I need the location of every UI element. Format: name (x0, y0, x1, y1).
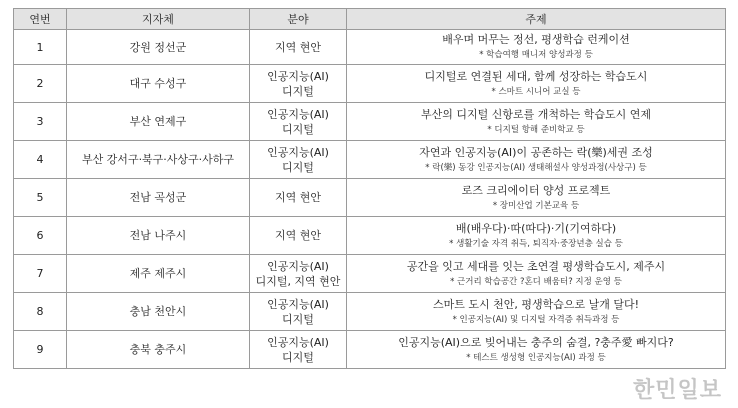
topic-note: * 스마트 시니어 교실 등 (491, 86, 581, 97)
cell-city: 부산 강서구·북구·사상구·사하구 (67, 141, 250, 179)
table-row (14, 65, 726, 103)
topic-title: 공간을 잇고 세대를 잇는 초연결 평생학습도시, 제주시 (406, 259, 666, 273)
program-table (13, 8, 726, 369)
field-line: 디지털, 지역 현안 (255, 274, 341, 288)
table-row (14, 141, 726, 179)
cell-topic (347, 179, 726, 217)
cell-city: 충북 충주시 (67, 331, 250, 369)
field-line: 디지털 (282, 312, 314, 326)
field-line: 인공지능(AI) (267, 145, 329, 159)
topic-title: 부산의 디지털 신항로를 개척하는 학습도시 연제 (420, 107, 651, 121)
cell-city: 강원 정선군 (67, 30, 250, 65)
header-topic: 주제 (347, 9, 726, 30)
cell-topic (347, 141, 726, 179)
cell-no: 1 (14, 30, 67, 65)
topic-title: 배(배우다)·따(따다)·기(기여하다) (455, 221, 617, 235)
cell-topic (347, 293, 726, 331)
cell-no: 3 (14, 103, 67, 141)
topic-note: * 테스트 생성형 인공지능(AI) 과정 등 (466, 352, 606, 363)
cell-no: 5 (14, 179, 67, 217)
topic-title: 인공지능(AI)으로 빚어내는 충주의 숨결, ?충주愛 빠지다? (398, 335, 674, 349)
topic-title: 로즈 크리에이터 양성 프로젝트 (461, 183, 611, 197)
topic-note: * 장미산업 기본교육 등 (492, 200, 580, 211)
table-row (14, 103, 726, 141)
cell-field (250, 141, 347, 179)
topic-note: * 근거리 학습공간 ?혼디 배움터? 지정 운영 등 (450, 276, 622, 287)
cell-topic (347, 217, 726, 255)
cell-field (250, 30, 347, 65)
field-line: 인공지능(AI) (267, 259, 329, 273)
table-row (14, 30, 726, 65)
cell-field (250, 255, 347, 293)
field-line: 지역 현안 (274, 191, 321, 204)
topic-title: 디지털로 연결된 세대, 함께 성장하는 학습도시 (424, 69, 648, 83)
cell-field (250, 331, 347, 369)
cell-topic (347, 30, 726, 65)
field-line: 인공지능(AI) (267, 107, 329, 121)
cell-no: 9 (14, 331, 67, 369)
cell-no: 8 (14, 293, 67, 331)
cell-city: 충남 천안시 (67, 293, 250, 331)
field-line: 지역 현안 (274, 229, 321, 242)
header-no: 연번 (14, 9, 67, 30)
cell-city: 부산 연제구 (67, 103, 250, 141)
field-line: 디지털 (282, 122, 314, 136)
field-line: 지역 현안 (274, 40, 321, 54)
table-row (14, 217, 726, 255)
topic-note: * 인공지능(AI) 및 디지털 자격증 취득과정 등 (452, 314, 620, 325)
topic-title: 배우며 머무는 정선, 평생학습 런케이션 (442, 33, 630, 46)
cell-city: 전남 곡성군 (67, 179, 250, 217)
topic-note: * 락(樂) 동강 인공지능(AI) 생태해설사 양성과정(사상구) 등 (425, 162, 647, 173)
topic-note: * 생활기술 자격 취득, 퇴직자·중장년층 실습 등 (449, 238, 623, 249)
cell-field (250, 293, 347, 331)
table-row (14, 179, 726, 217)
cell-city: 대구 수성구 (67, 65, 250, 103)
header-row (14, 9, 726, 30)
topic-note: * 디지털 항해 준비학교 등 (487, 124, 585, 135)
topic-title: 스마트 도시 천안, 평생학습으로 날개 달다! (432, 297, 640, 311)
field-line: 디지털 (282, 84, 314, 98)
table-row (14, 293, 726, 331)
header-city: 지자체 (67, 9, 250, 30)
field-line: 인공지능(AI) (267, 297, 329, 311)
cell-topic (347, 65, 726, 103)
field-line: 인공지능(AI) (267, 335, 329, 349)
cell-field (250, 65, 347, 103)
publisher-watermark: 한민일보 (632, 378, 722, 403)
cell-city: 제주 제주시 (67, 255, 250, 293)
cell-field (250, 217, 347, 255)
cell-field (250, 179, 347, 217)
header-field: 분야 (250, 9, 347, 30)
topic-title: 자연과 인공지능(AI)이 공존하는 락(樂)세권 조성 (419, 145, 653, 159)
field-line: 인공지능(AI) (267, 69, 329, 83)
field-line: 디지털 (282, 160, 314, 174)
cell-topic (347, 103, 726, 141)
cell-topic (347, 331, 726, 369)
cell-no: 2 (14, 65, 67, 103)
topic-note: * 학습여행 매니저 양성과정 등 (479, 50, 593, 60)
cell-no: 4 (14, 141, 67, 179)
table-row (14, 255, 726, 293)
table-row (14, 331, 726, 369)
cell-no: 6 (14, 217, 67, 255)
cell-field (250, 103, 347, 141)
field-line: 디지털 (282, 350, 314, 364)
cell-city: 전남 나주시 (67, 217, 250, 255)
cell-topic (347, 255, 726, 293)
cell-no: 7 (14, 255, 67, 293)
